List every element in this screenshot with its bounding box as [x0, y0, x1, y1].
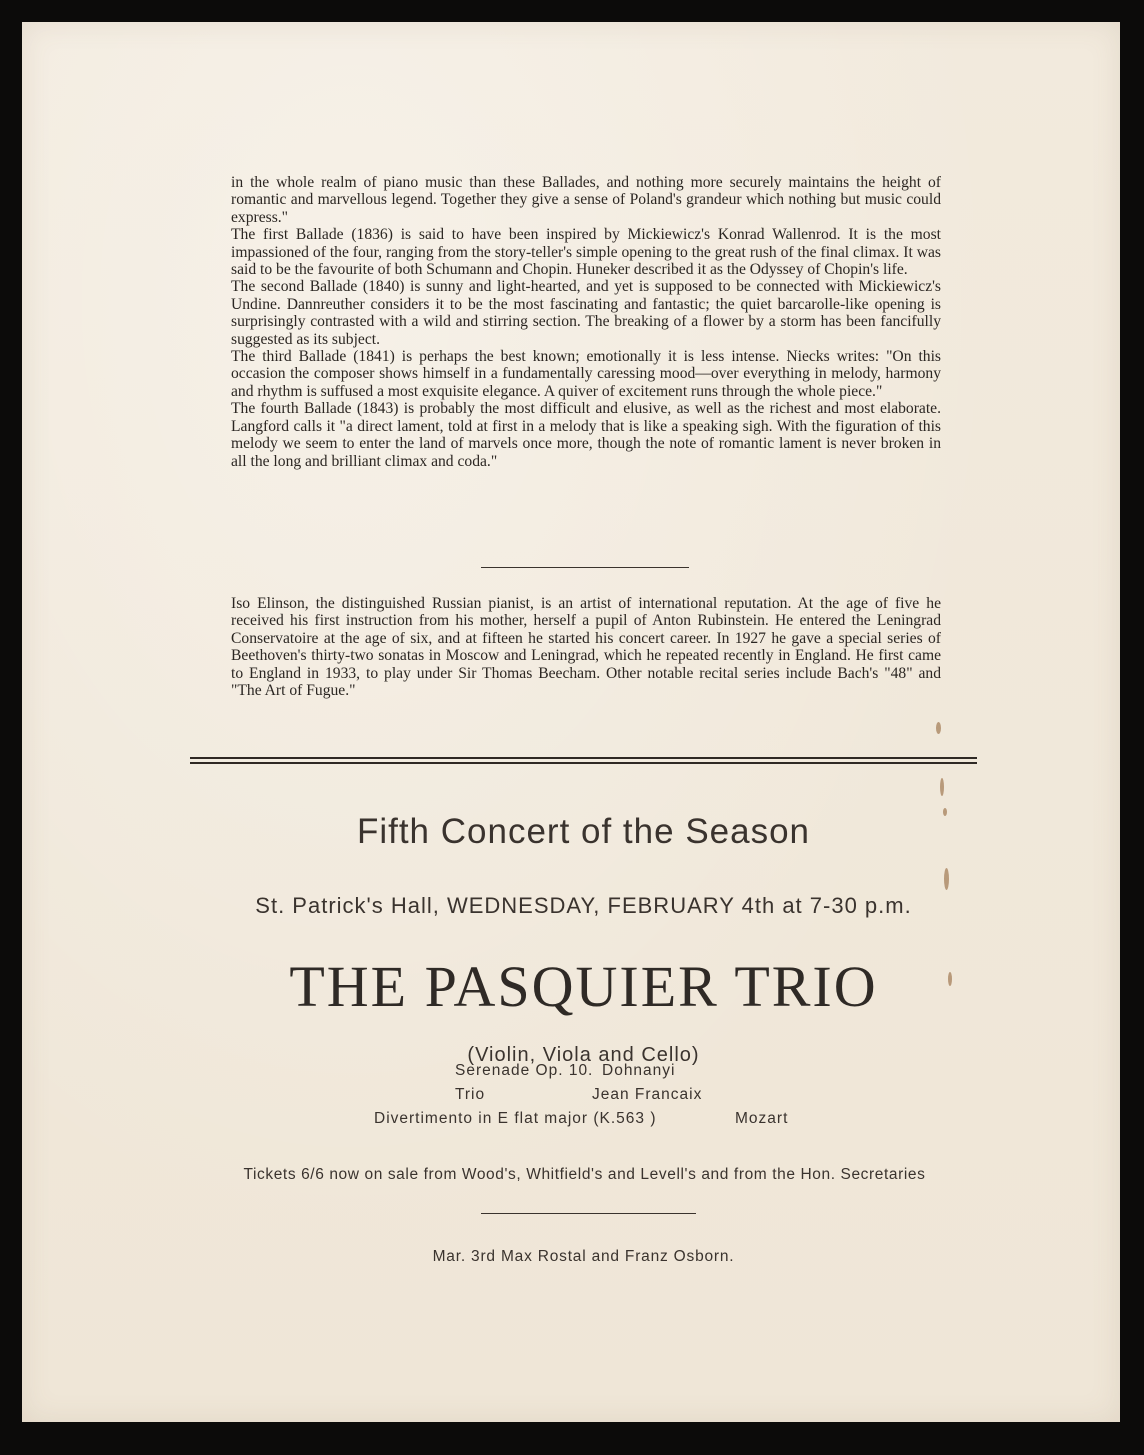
- pianist-biography: [231, 595, 941, 699]
- concert-heading: Fifth Concert of the Season: [356, 812, 811, 851]
- bio-text: Iso Elinson, the distinguished Russian pianist, is an artist of international reputation. At the age of five he received his first instruction from his mother, herself a pupil of Anton Rubinstein. He entered the Leningrad Conservatoire at the age of six, and at fifteen he started his concert career. In 1927 he gave a special series of Beethoven's thirty-two sonatas in Moscow and Leningrad, which he repeated recently in England. He first came to England in 1933, to play under Sir Thomas Beecham. Other notable recital series include Bach's "48" and "The Art of Fugue.": [231, 595, 941, 700]
- programme-work-1: Serenade Op. 10.: [455, 1062, 594, 1079]
- performer-name: THE PASQUIER TRIO: [289, 954, 878, 1019]
- essay-paragraph-4: The third Ballade (1841) is perhaps the best known; emotionally it is less intense. Niecks writes: "On this occasion the composer shows himself in a fundamentally caressing mood—over everything in melody, harmony and rhythm is suffused a most exquisite elegance. A quiver of excitement runs through the whole piece.": [231, 348, 941, 400]
- ticket-info: Tickets 6/6 now on sale from Wood's, Whitfield's and Levell's and from the Hon. Secretaries: [243, 1166, 926, 1183]
- paper-stain: [944, 868, 949, 890]
- concert-venue: St. Patrick's Hall, WEDNESDAY, FEBRUARY 4th at 7-30 p.m.: [255, 893, 912, 918]
- ballades-essay: [231, 174, 941, 470]
- programme-composer-2: Jean Francaix: [592, 1086, 703, 1103]
- programme-work-3: Divertimento in E flat major (K.563 ): [374, 1110, 657, 1127]
- essay-paragraph-3: The second Ballade (1840) is sunny and light-hearted, and yet is supposed to be connected with Mickiewicz's Undine. Dannreuther considers it to be the most fascinating and fantastic; the quiet barcarolle-like opening is surprisingly contrasted with a wild and stirring section. The breaking of a flower by a storm has been fancifully suggested as its subject.: [231, 278, 941, 348]
- programme-work-2: Trio: [455, 1086, 486, 1103]
- essay-paragraph-1: in the whole realm of piano music than these Ballades, and nothing more securely maintains the height of romantic and marvellous legend. Together they give a sense of Poland's grandeur which nothing but music could express.": [231, 174, 941, 226]
- next-concert: Mar. 3rd Max Rostal and Franz Osborn.: [432, 1248, 735, 1265]
- paper-stain: [936, 722, 941, 734]
- paper-stain: [940, 778, 944, 796]
- programme-composer-1: Dohnanyi: [602, 1062, 676, 1079]
- programme-composer-3: Mozart: [735, 1110, 789, 1127]
- paper-stain: [948, 972, 952, 986]
- section-divider: [481, 567, 689, 568]
- double-rule-divider: [190, 757, 977, 764]
- paper-stain: [943, 808, 947, 816]
- instrument-list: (Violin, Viola and Cello): [467, 1044, 700, 1066]
- essay-paragraph-2: The first Ballade (1836) is said to have been inspired by Mickiewicz's Konrad Wallenrod. It is the most impassioned of the four, ranging from the story-teller's simple opening to the great rush of the final climax. It was said to be the favourite of both Schumann and Chopin. Huneker described it as the Odyssey of Chopin's life.: [231, 226, 941, 279]
- essay-paragraph-5: The fourth Ballade (1843) is probably the most difficult and elusive, as well as the richest and most elaborate. Langford calls it "a direct lament, told at first in a melody that is like a speaking sigh. With the figuration of this melody we seem to enter the land of marvels once more, though the note of romantic lament is never broken in all the long and brilliant climax and coda.": [231, 400, 941, 470]
- footer-divider: [481, 1213, 696, 1214]
